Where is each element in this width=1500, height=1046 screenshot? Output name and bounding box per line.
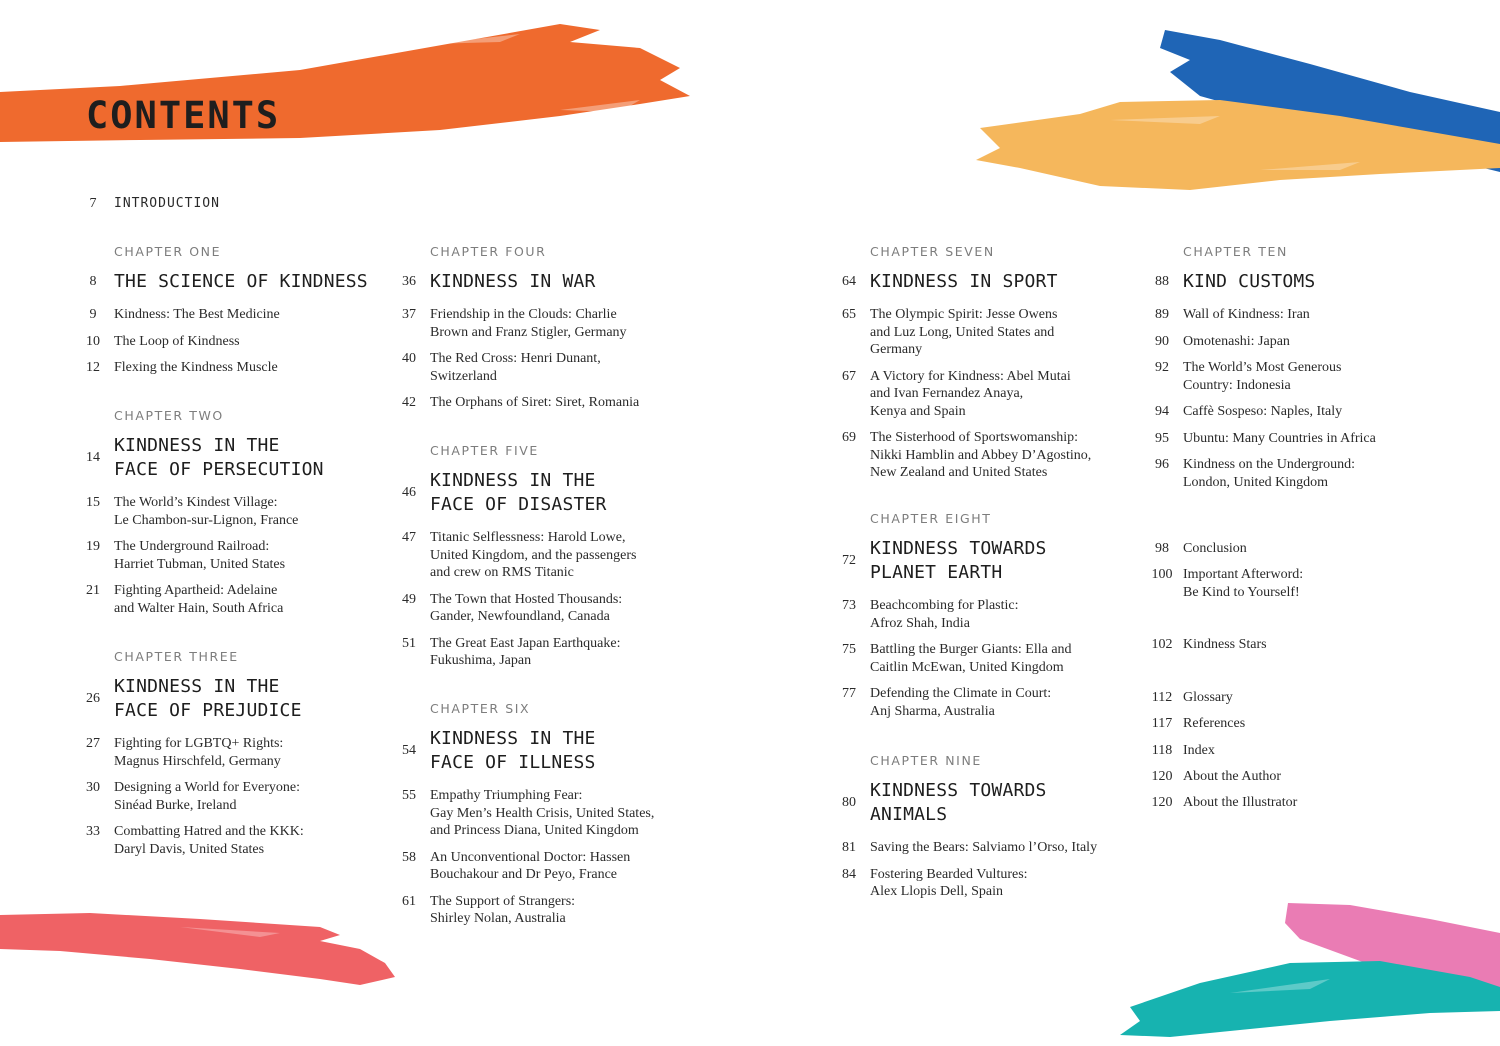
entry-title: Kindness: The Best Medicine bbox=[114, 307, 280, 322]
backmatter-entry[interactable] bbox=[1141, 566, 1441, 610]
entry-list bbox=[1141, 306, 1441, 491]
entry-title: The Red Cross: Henri Dunant, Switzerland bbox=[430, 351, 601, 384]
page-number: 89 bbox=[1155, 307, 1169, 322]
toc-entry[interactable] bbox=[828, 597, 1128, 632]
toc-entry[interactable] bbox=[388, 849, 688, 884]
toc-entry[interactable] bbox=[72, 779, 372, 814]
entry-title: Important Afterword: Be Kind to Yourself! bbox=[1183, 567, 1304, 600]
page-number: 9 bbox=[89, 307, 97, 322]
entry-title: The Underground Railroad: Harriet Tubman, United States bbox=[114, 539, 286, 572]
entry-title: Designing a World for Everyone: Sinéad Burke, Ireland bbox=[114, 780, 301, 813]
backmatter-entry[interactable] bbox=[1141, 742, 1441, 769]
toc-entry[interactable] bbox=[388, 787, 688, 840]
toc-entry[interactable] bbox=[388, 893, 688, 928]
toc-entry[interactable] bbox=[1141, 768, 1441, 786]
toc-entry[interactable] bbox=[72, 823, 372, 858]
blue-yellow-brush-strokes bbox=[960, 20, 1500, 200]
toc-entry[interactable] bbox=[1141, 636, 1441, 654]
toc-entry[interactable] bbox=[828, 685, 1128, 720]
entry-title: Glossary bbox=[1183, 690, 1233, 705]
entry-title: Kindness on the Underground: London, United Kingdom bbox=[1183, 457, 1355, 490]
introduction-entry bbox=[72, 196, 220, 212]
chapter-section bbox=[828, 244, 1128, 491]
chapter-title: KINDNESS IN THE FACE OF PREJUDICE bbox=[114, 676, 302, 721]
entry-title: The Town that Hosted Thousands: Gander, Newfoundland, Canada bbox=[430, 591, 623, 624]
toc-entry[interactable] bbox=[72, 538, 372, 573]
entry-title: Index bbox=[1183, 743, 1215, 758]
backmatter-entry[interactable] bbox=[1141, 636, 1441, 663]
page-number: 51 bbox=[402, 635, 416, 651]
page-number: 47 bbox=[402, 530, 416, 545]
backmatter-entry[interactable] bbox=[1141, 689, 1441, 716]
chapter-section bbox=[828, 511, 1128, 729]
chapter-section bbox=[388, 443, 688, 679]
entry-title: Fighting Apartheid: Adelaine and Walter Hain, South Africa bbox=[114, 583, 284, 616]
toc-entry[interactable] bbox=[828, 306, 1128, 359]
page-number: 10 bbox=[86, 333, 100, 349]
toc-entry[interactable] bbox=[1141, 689, 1441, 707]
entry-title: Defending the Climate in Court: Anj Sharma, Australia bbox=[870, 686, 1052, 719]
entry-list bbox=[72, 306, 372, 377]
page-number: 88 bbox=[1155, 274, 1169, 289]
entry-title: Caffè Sospeso: Naples, Italy bbox=[1183, 404, 1343, 419]
entry-title: Ubuntu: Many Countries in Africa bbox=[1183, 430, 1376, 446]
toc-entry[interactable] bbox=[388, 350, 688, 385]
page-number: 67 bbox=[842, 368, 856, 384]
chapter-section bbox=[72, 649, 372, 867]
page-number: 49 bbox=[402, 591, 416, 607]
chapter-label: CHAPTER SEVEN bbox=[870, 244, 995, 259]
page-number: 14 bbox=[86, 450, 100, 465]
toc-entry[interactable] bbox=[1141, 540, 1441, 558]
toc-entry[interactable] bbox=[828, 641, 1128, 676]
chapter-label: CHAPTER FIVE bbox=[430, 443, 539, 458]
entry-title: The World’s Kindest Village: Le Chambon-sur-Lignon, France bbox=[114, 495, 299, 528]
entry-list bbox=[72, 494, 372, 617]
entry-title: Saving the Bears: Salviamo l’Orso, Italy bbox=[870, 840, 1098, 855]
chapter-section bbox=[828, 753, 1128, 910]
page-number: 7 bbox=[89, 196, 97, 211]
introduction-label: INTRODUCTION bbox=[114, 196, 220, 211]
toc-entry[interactable] bbox=[1141, 456, 1441, 491]
chapter-label: CHAPTER EIGHT bbox=[870, 511, 992, 526]
chapter-label: CHAPTER SIX bbox=[430, 701, 531, 716]
red-brush-stroke bbox=[0, 905, 395, 995]
chapter-heading[interactable] bbox=[388, 727, 688, 775]
entry-title: The Sisterhood of Sportswomanship: Nikki Hamblin and Abbey D’Agostino, New Zealand and United States bbox=[870, 430, 1092, 480]
chapter-title: KINDNESS TOWARDS PLANET EARTH bbox=[870, 538, 1047, 583]
page-number: 117 bbox=[1151, 716, 1173, 731]
chapter-label: CHAPTER ONE bbox=[114, 244, 222, 259]
page-number: 81 bbox=[842, 840, 856, 855]
toc-entry[interactable] bbox=[1141, 306, 1441, 324]
page-number: 120 bbox=[1151, 769, 1173, 784]
backmatter-entry[interactable] bbox=[1141, 715, 1441, 742]
page-number: 36 bbox=[402, 274, 416, 289]
chapter-title: KINDNESS IN WAR bbox=[430, 271, 596, 292]
entry-title: The World’s Most Generous Country: Indonesia bbox=[1183, 360, 1342, 393]
chapter-section bbox=[72, 244, 372, 386]
chapter-title: KINDNESS IN THE FACE OF ILLNESS bbox=[430, 728, 596, 773]
entry-title: The Olympic Spirit: Jesse Owens and Luz Long, United States and Germany bbox=[870, 307, 1058, 357]
page-number: 95 bbox=[1155, 430, 1169, 446]
entry-list bbox=[828, 306, 1128, 482]
entry-title: Empathy Triumphing Fear: Gay Men’s Health Crisis, United States, and Princess Diana, United Kingdom bbox=[430, 788, 655, 838]
page-number: 30 bbox=[86, 780, 100, 795]
page-number: 15 bbox=[86, 495, 100, 510]
page-number: 69 bbox=[842, 430, 856, 445]
chapter-title: KINDNESS TOWARDS ANIMALS bbox=[870, 780, 1047, 825]
page-number: 8 bbox=[89, 274, 97, 289]
entry-title: A Victory for Kindness: Abel Mutai and Ivan Fernandez Anaya, Kenya and Spain bbox=[870, 368, 1071, 419]
page-number: 55 bbox=[402, 788, 416, 803]
entry-title: Conclusion bbox=[1183, 541, 1247, 556]
chapter-heading[interactable] bbox=[72, 434, 372, 482]
chapter-section bbox=[388, 244, 688, 421]
page-number: 120 bbox=[1151, 795, 1173, 810]
entry-title: The Support of Strangers: Shirley Nolan, Australia bbox=[430, 893, 576, 926]
entry-title: An Unconventional Doctor: Hassen Bouchakour and Dr Peyo, France bbox=[430, 849, 631, 882]
entry-title: About the Author bbox=[1183, 769, 1281, 784]
chapter-title: KINDNESS IN THE FACE OF PERSECUTION bbox=[114, 435, 324, 480]
entry-list bbox=[388, 787, 688, 928]
page-number: 75 bbox=[842, 642, 856, 657]
entry-title: Kindness Stars bbox=[1183, 637, 1267, 652]
chapter-heading[interactable] bbox=[1141, 270, 1441, 294]
entry-title: Titanic Selflessness: Harold Lowe, United Kingdom, and the passengers and crew on RMS Titanic bbox=[430, 530, 637, 580]
chapter-section bbox=[72, 408, 372, 626]
toc-entry[interactable] bbox=[72, 582, 372, 617]
page-number: 64 bbox=[842, 274, 856, 289]
entry-title: The Great East Japan Earthquake: Fukushima, Japan bbox=[430, 635, 621, 668]
entry-title: Flexing the Kindness Muscle bbox=[114, 360, 278, 375]
pink-teal-brush-strokes bbox=[1110, 895, 1500, 1040]
entry-list bbox=[72, 735, 372, 858]
page-number: 112 bbox=[1151, 690, 1173, 705]
chapter-title: KINDNESS IN SPORT bbox=[870, 271, 1058, 292]
page-number: 73 bbox=[842, 598, 856, 613]
page-number: 72 bbox=[842, 553, 856, 568]
toc-entry[interactable] bbox=[1141, 359, 1441, 394]
toc-entry[interactable] bbox=[1141, 403, 1441, 421]
toc-entry[interactable] bbox=[72, 494, 372, 529]
toc-entry[interactable] bbox=[828, 368, 1128, 421]
toc-entry[interactable] bbox=[828, 866, 1128, 901]
entry-title: Friendship in the Clouds: Charlie Brown and Franz Stigler, Germany bbox=[430, 307, 627, 340]
chapter-section bbox=[1141, 244, 1441, 500]
toc-entry[interactable] bbox=[1141, 333, 1441, 351]
toc-entry[interactable] bbox=[72, 306, 372, 324]
page-title: CONTENTS bbox=[86, 94, 281, 137]
toc-entry[interactable] bbox=[1141, 430, 1441, 448]
entry-list bbox=[388, 529, 688, 670]
chapter-label: CHAPTER FOUR bbox=[430, 244, 547, 259]
chapter-heading[interactable] bbox=[388, 270, 688, 294]
page-number: 118 bbox=[1151, 743, 1173, 758]
toc-entry[interactable] bbox=[72, 735, 372, 770]
page-number: 46 bbox=[402, 485, 416, 500]
backmatter-entry[interactable] bbox=[1141, 768, 1441, 795]
chapter-label: CHAPTER TWO bbox=[114, 408, 224, 423]
chapter-title: THE SCIENCE OF KINDNESS bbox=[114, 271, 368, 292]
toc-entry[interactable] bbox=[388, 635, 688, 670]
toc-entry[interactable] bbox=[388, 591, 688, 626]
entry-list bbox=[828, 839, 1128, 901]
toc-entry[interactable] bbox=[388, 394, 688, 412]
entry-title: References bbox=[1183, 716, 1246, 731]
page-number: 90 bbox=[1155, 333, 1169, 349]
chapter-heading[interactable] bbox=[72, 675, 372, 723]
page-number: 102 bbox=[1151, 637, 1173, 652]
chapter-title: KIND CUSTOMS bbox=[1183, 271, 1316, 292]
toc-entry[interactable] bbox=[1141, 566, 1441, 601]
chapter-heading[interactable] bbox=[388, 469, 688, 517]
page-number: 12 bbox=[86, 360, 100, 375]
entry-title: The Loop of Kindness bbox=[114, 333, 240, 349]
page-number: 98 bbox=[1155, 541, 1169, 556]
chapter-label: CHAPTER TEN bbox=[1183, 244, 1288, 259]
page-number: 94 bbox=[1155, 404, 1169, 419]
entry-title: Fostering Bearded Vultures: Alex Llopis Dell, Spain bbox=[870, 866, 1028, 899]
page-number: 92 bbox=[1155, 360, 1169, 375]
backmatter-entry[interactable] bbox=[1141, 794, 1441, 821]
page-number: 100 bbox=[1151, 567, 1173, 582]
page-number: 84 bbox=[842, 866, 856, 882]
chapter-label: CHAPTER THREE bbox=[114, 649, 239, 664]
chapter-title: KINDNESS IN THE FACE OF DISASTER bbox=[430, 470, 607, 515]
page-number: 42 bbox=[402, 395, 416, 410]
page-number: 27 bbox=[86, 736, 100, 751]
entry-title: Omotenashi: Japan bbox=[1183, 333, 1290, 349]
entry-title: Fighting for LGBTQ+ Rights: Magnus Hirschfeld, Germany bbox=[114, 736, 284, 769]
page-number: 96 bbox=[1155, 457, 1169, 472]
page-number: 80 bbox=[842, 795, 856, 810]
entry-title: Beachcombing for Plastic: Afroz Shah, India bbox=[870, 598, 1019, 631]
chapter-heading[interactable] bbox=[828, 270, 1128, 294]
page-number: 19 bbox=[86, 539, 100, 554]
entry-title: The Orphans of Siret: Siret, Romania bbox=[430, 395, 640, 410]
page-number: 40 bbox=[402, 351, 416, 366]
toc-entry[interactable] bbox=[72, 359, 372, 377]
toc-entry[interactable] bbox=[388, 529, 688, 582]
toc-entry[interactable] bbox=[1141, 715, 1441, 733]
chapter-section bbox=[388, 701, 688, 937]
entry-list bbox=[828, 597, 1128, 720]
entry-title: Combatting Hatred and the KKK: Daryl Davis, United States bbox=[114, 824, 304, 857]
page-number: 26 bbox=[86, 691, 100, 706]
entry-list bbox=[388, 306, 688, 412]
page-number: 58 bbox=[402, 849, 416, 865]
toc-entry[interactable] bbox=[388, 306, 688, 341]
entry-title: Battling the Burger Giants: Ella and Caitlin McEwan, United Kingdom bbox=[870, 642, 1072, 675]
page-number: 61 bbox=[402, 893, 416, 909]
backmatter-entry[interactable] bbox=[1141, 540, 1441, 567]
entry-title: About the Illustrator bbox=[1183, 795, 1298, 810]
page-number: 37 bbox=[402, 307, 416, 322]
chapter-heading[interactable] bbox=[828, 537, 1128, 585]
toc-entry[interactable] bbox=[1141, 742, 1441, 760]
chapter-heading[interactable] bbox=[72, 270, 372, 294]
page-number: 21 bbox=[86, 583, 100, 598]
toc-entry[interactable] bbox=[72, 333, 372, 351]
page-number: 65 bbox=[842, 307, 856, 322]
toc-entry[interactable] bbox=[828, 429, 1128, 482]
page-number: 54 bbox=[402, 743, 416, 758]
chapter-label: CHAPTER NINE bbox=[870, 753, 982, 768]
toc-entry[interactable] bbox=[828, 839, 1128, 857]
page-number: 33 bbox=[86, 824, 100, 839]
chapter-heading[interactable] bbox=[828, 779, 1128, 827]
page-number: 77 bbox=[842, 686, 856, 701]
entry-title: Wall of Kindness: Iran bbox=[1183, 307, 1310, 322]
toc-entry[interactable] bbox=[1141, 794, 1441, 812]
